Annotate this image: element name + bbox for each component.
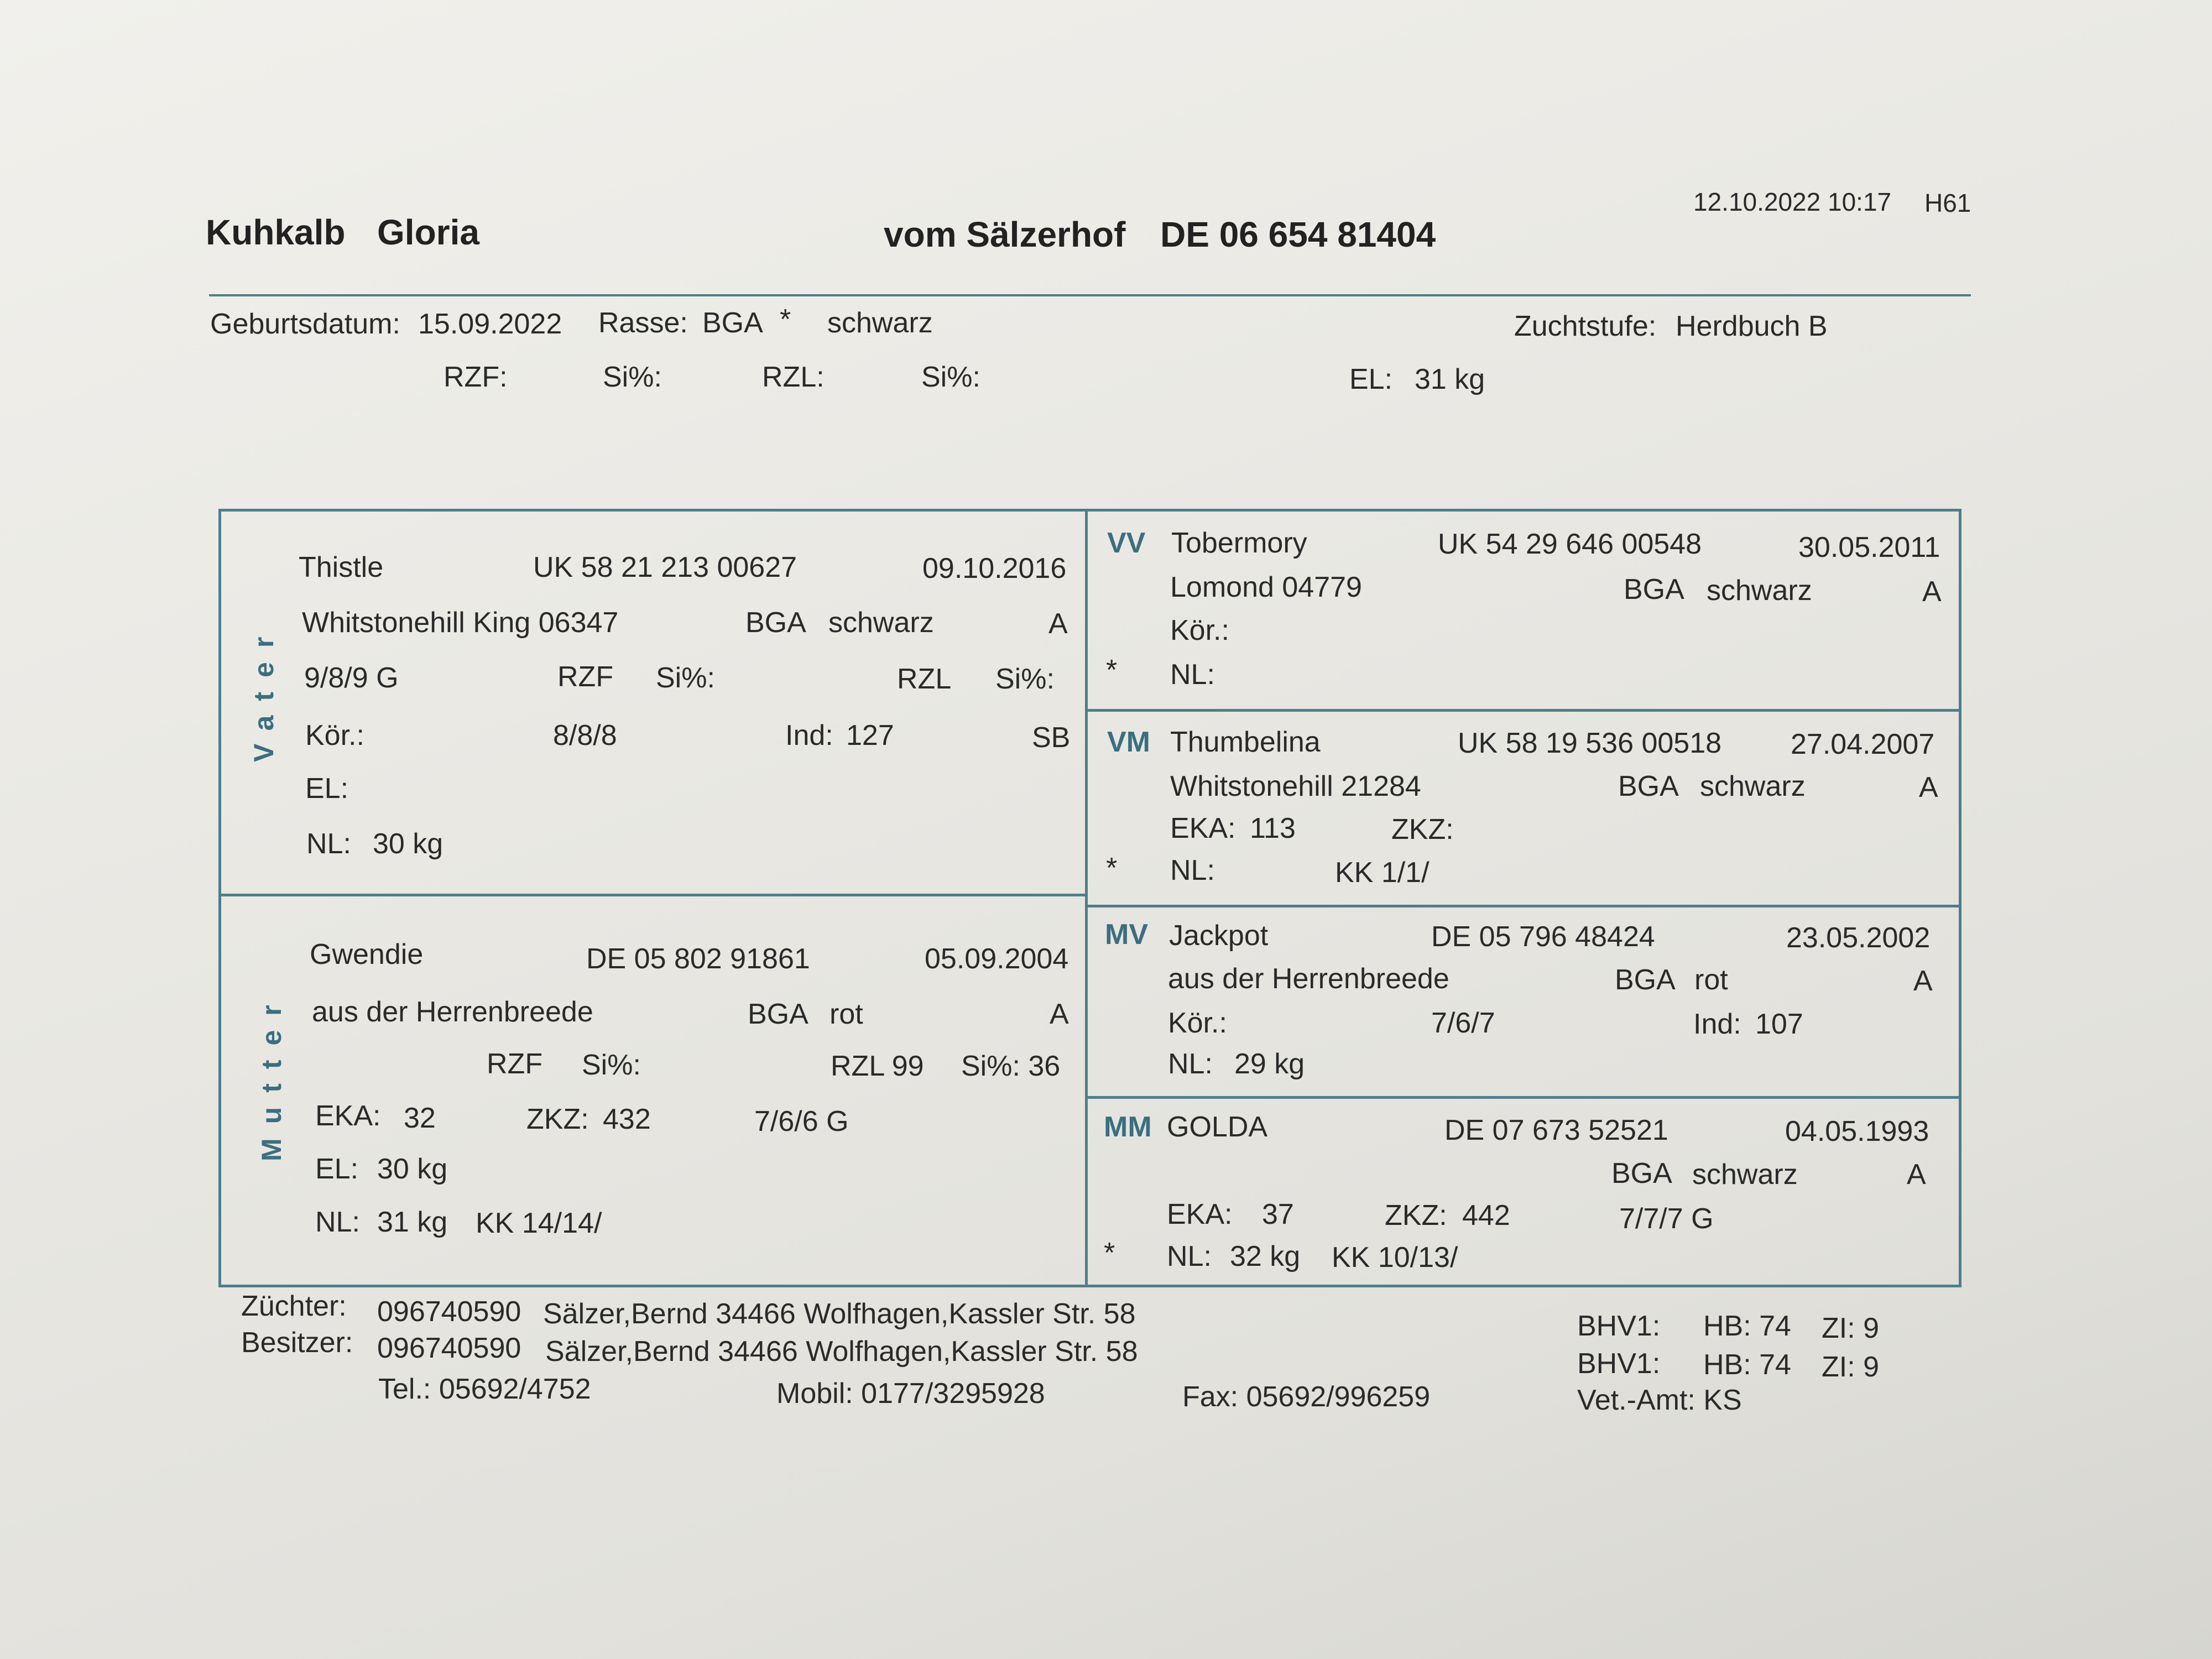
vv-kor-label: Kör.:: [1170, 614, 1229, 646]
mm-zkz-value: 442: [1462, 1199, 1510, 1232]
mv-tag: MV: [1105, 919, 1148, 951]
si-label-2: Si%:: [921, 361, 980, 393]
mv-breed: BGA: [1615, 964, 1676, 996]
vm-mv-divider: [1087, 905, 1959, 907]
bhv1-label-1: BHV1:: [1577, 1310, 1661, 1342]
vater-grade: A: [1048, 608, 1068, 640]
vv-nl-label: NL:: [1170, 659, 1215, 691]
mutter-name: Gwendie: [310, 938, 424, 971]
si-label-1: Si%:: [603, 361, 662, 393]
vm-nl-label: NL:: [1170, 854, 1215, 886]
mv-date: 23.05.2002: [1786, 922, 1931, 954]
vv-id: UK 54 29 646 00548: [1438, 528, 1702, 560]
pedigree-center-divider: [1085, 509, 1088, 1287]
print-timestamp: 12.10.2022 10:17: [1693, 187, 1892, 216]
mv-kor-value: 7/6/7: [1431, 1007, 1495, 1039]
color-value: schwarz: [827, 307, 933, 339]
vater-rzl: RZL: [897, 663, 952, 695]
vv-vm-divider: [1087, 709, 1959, 712]
vv-date: 30.05.2011: [1798, 531, 1940, 564]
mutter-score: 7/6/6 G: [754, 1105, 849, 1138]
el-label: EL:: [1349, 363, 1393, 395]
el-value: 31 kg: [1415, 363, 1485, 395]
mutter-el-label: EL:: [315, 1153, 359, 1185]
mv-grade: A: [1913, 965, 1933, 997]
mm-nl-label: NL:: [1167, 1240, 1212, 1272]
mm-name: GOLDA: [1167, 1111, 1268, 1143]
vm-herd: Whitstonehill 21284: [1170, 770, 1421, 802]
vm-color: schwarz: [1700, 770, 1806, 802]
mutter-rzf: RZF: [487, 1048, 543, 1080]
animal-kind: Kuhkalb: [206, 212, 346, 252]
mutter-eka-label: EKA:: [315, 1100, 381, 1132]
mutter-side-label: Mutter: [256, 990, 287, 1161]
phone: Tel.: 05692/4752: [378, 1373, 591, 1405]
mm-breed: BGA: [1611, 1157, 1672, 1190]
mutter-grade: A: [1050, 998, 1069, 1030]
breeder-id: 096740590: [377, 1296, 521, 1328]
mutter-el-value: 30 kg: [377, 1153, 448, 1185]
mv-mm-divider: [1087, 1096, 1959, 1099]
vater-score: 9/8/9 G: [304, 662, 399, 694]
hb-value-2: HB: 74: [1703, 1349, 1791, 1381]
vv-breed: BGA: [1624, 573, 1684, 606]
vet-office: Vet.-Amt: KS: [1577, 1384, 1742, 1416]
mutter-zkz-label: ZKZ:: [526, 1103, 589, 1135]
vv-color: schwarz: [1707, 575, 1812, 607]
vm-grade: A: [1919, 771, 1938, 804]
mutter-zkz-value: 432: [603, 1103, 651, 1135]
mutter-date: 05.09.2004: [925, 943, 1069, 975]
vater-el-label: EL:: [305, 773, 349, 805]
breed-label: Rasse:: [598, 307, 688, 339]
vm-eka-label: EKA:: [1170, 812, 1236, 844]
mm-score: 7/7/7 G: [1619, 1203, 1714, 1235]
vater-nl-label: NL:: [306, 828, 351, 860]
owner-id: 096740590: [377, 1332, 521, 1364]
vater-herd: Whitstonehill King 06347: [302, 607, 619, 639]
level-label: Zuchtstufe:: [1514, 310, 1657, 342]
mutter-eka-value: 32: [404, 1102, 436, 1134]
header-divider: [209, 294, 1971, 296]
mutter-herd: aus der Herrenbreede: [312, 996, 593, 1028]
hb-value-1: HB: 74: [1703, 1310, 1791, 1342]
mutter-kk: KK 14/14/: [476, 1207, 602, 1239]
breeder-label: Züchter:: [241, 1290, 347, 1322]
mv-id: DE 05 796 48424: [1431, 921, 1655, 953]
vv-grade: A: [1922, 576, 1942, 608]
vm-date: 27.04.2007: [1791, 728, 1935, 760]
mv-kor-label: Kör.:: [1168, 1007, 1227, 1039]
mv-ind-label: Ind:: [1693, 1008, 1741, 1040]
vater-date: 09.10.2016: [922, 552, 1067, 585]
vater-nl-value: 30 kg: [373, 828, 444, 860]
mv-color: rot: [1694, 964, 1728, 996]
vm-eka-value: 113: [1250, 812, 1296, 844]
mutter-id: DE 05 802 91861: [586, 943, 810, 975]
mm-date: 04.05.1993: [1785, 1115, 1929, 1147]
fax: Fax: 05692/996259: [1182, 1381, 1431, 1413]
mm-grade: A: [1907, 1159, 1926, 1191]
vater-si-2: Si%:: [995, 663, 1055, 695]
vv-tag: VV: [1107, 527, 1146, 559]
vater-name: Thistle: [299, 551, 384, 583]
vm-kk: KK 1/1/: [1335, 857, 1430, 889]
level-value: Herdbuch B: [1676, 310, 1828, 342]
mutter-nl-value: 31 kg: [377, 1206, 448, 1238]
vater-sb: SB: [1032, 722, 1071, 754]
vater-color: schwarz: [828, 607, 934, 639]
mutter-si-1: Si%:: [582, 1049, 641, 1081]
vater-side-label: Vater: [248, 622, 279, 762]
farm-name: vom Sälzerhof: [884, 215, 1126, 254]
vm-breed: BGA: [1618, 770, 1679, 802]
rzl-label: RZL:: [762, 361, 825, 393]
vm-tag: VM: [1107, 726, 1150, 758]
mm-tag: MM: [1104, 1111, 1152, 1143]
vater-kor-value: 8/8/8: [553, 719, 617, 752]
mm-eka-value: 37: [1262, 1198, 1294, 1230]
vv-name: Tobermory: [1171, 527, 1307, 559]
ear-tag-id: DE 06 654 81404: [1160, 215, 1436, 254]
vater-ind-label: Ind:: [785, 719, 833, 752]
vv-herd: Lomond 04779: [1170, 571, 1362, 603]
mm-kk: KK 10/13/: [1332, 1241, 1458, 1274]
owner-label: Besitzer:: [241, 1327, 353, 1359]
mm-id: DE 07 673 52521: [1444, 1114, 1668, 1146]
mm-star: *: [1104, 1237, 1115, 1269]
form-code: H61: [1924, 189, 1971, 217]
vm-zkz-label: ZKZ:: [1391, 813, 1454, 846]
mv-name: Jackpot: [1169, 920, 1269, 952]
zi-value-1: ZI: 9: [1822, 1312, 1880, 1344]
vm-name: Thumbelina: [1170, 726, 1321, 758]
mm-eka-label: EKA:: [1167, 1198, 1233, 1230]
parents-divider: [221, 894, 1087, 896]
breeder-address: Sälzer,Bernd 34466 Wolfhagen,Kassler Str. 58: [543, 1298, 1136, 1330]
mutter-color: rot: [830, 998, 863, 1030]
mm-nl-value: 32 kg: [1230, 1240, 1301, 1272]
vv-star: *: [1106, 654, 1118, 686]
vater-si-1: Si%:: [656, 662, 715, 694]
mv-ind-value: 107: [1755, 1008, 1803, 1040]
breed-mark: *: [780, 304, 791, 336]
vater-breed: BGA: [745, 607, 806, 639]
mm-zkz-label: ZKZ:: [1385, 1199, 1447, 1232]
rzf-label: RZF:: [444, 361, 508, 393]
mutter-nl-label: NL:: [315, 1206, 360, 1238]
vater-id: UK 58 21 213 00627: [533, 551, 797, 583]
vater-kor-label: Kör.:: [305, 719, 364, 752]
vm-id: UK 58 19 536 00518: [1458, 727, 1722, 759]
birthdate-value: 15.09.2022: [418, 308, 562, 340]
birthdate-label: Geburtsdatum:: [210, 308, 400, 340]
mv-nl-value: 29 kg: [1234, 1048, 1305, 1080]
mobile: Mobil: 0177/3295928: [776, 1378, 1045, 1410]
vm-star: *: [1106, 852, 1118, 884]
owner-address: Sälzer,Bernd 34466 Wolfhagen,Kassler Str. 58: [545, 1335, 1138, 1368]
mv-nl-label: NL:: [1168, 1048, 1213, 1080]
zi-value-2: ZI: 9: [1822, 1351, 1880, 1383]
mutter-si-2: Si%: 36: [961, 1050, 1061, 1082]
vater-ind-value: 127: [846, 719, 894, 752]
breed-value: BGA: [702, 307, 763, 339]
bhv1-label-2: BHV1:: [1577, 1348, 1661, 1380]
vater-rzf: RZF: [557, 661, 614, 693]
mv-herd: aus der Herrenbreede: [1168, 963, 1449, 995]
mm-color: schwarz: [1692, 1159, 1798, 1191]
animal-name: Gloria: [377, 212, 479, 252]
mutter-breed: BGA: [748, 998, 808, 1030]
mutter-rzl: RZL 99: [831, 1050, 924, 1082]
